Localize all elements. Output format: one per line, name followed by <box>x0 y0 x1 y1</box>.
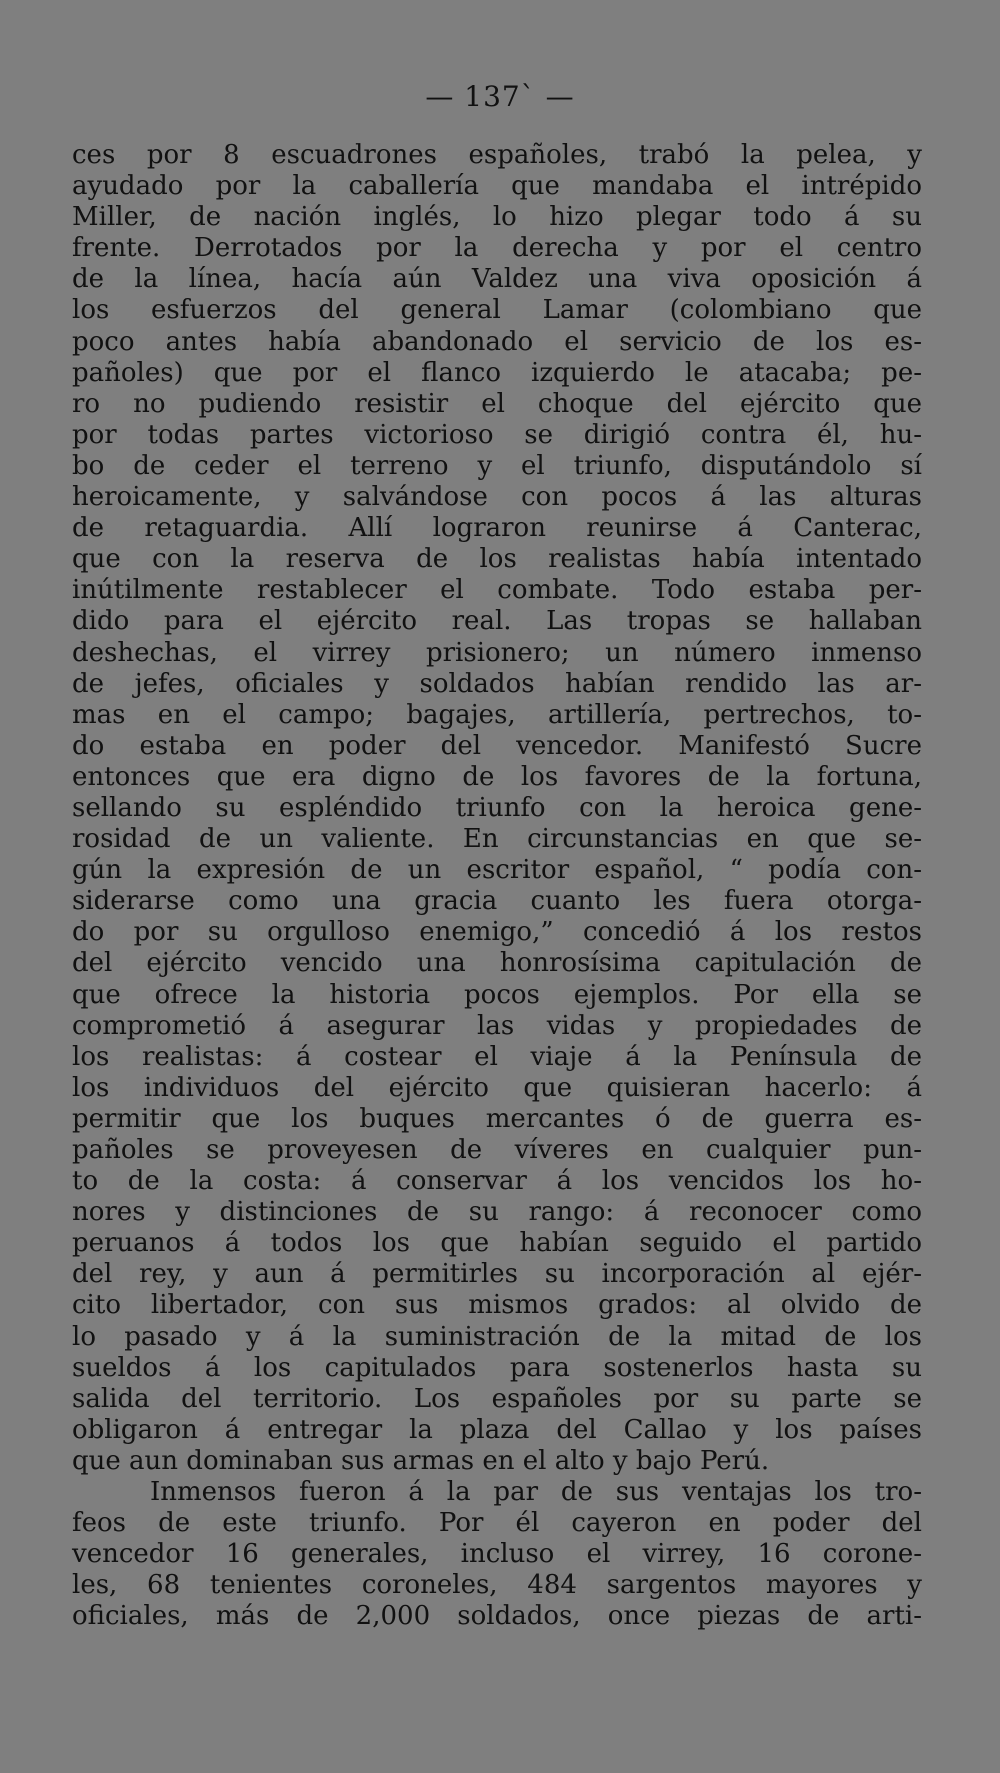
text-line: mas en el campo; bagajes, artillería, pertrechos, to- <box>72 699 922 730</box>
text-line: entonces que era digno de los favores de la fortuna, <box>72 761 922 792</box>
text-line: do por su orgulloso enemigo,” concedió á los restos <box>72 917 922 948</box>
text-line: los realistas: á costear el viaje á la Península de <box>72 1041 922 1072</box>
text-line: de jefes, oficiales y soldados habían rendido las ar- <box>72 668 922 699</box>
text-line: inútilmente restablecer el combate. Todo estaba per- <box>72 575 922 606</box>
text-line: siderarse como una gracia cuanto les fuera otorga- <box>72 886 922 917</box>
text-line: feos de este triunfo. Por él cayeron en poder del <box>72 1508 922 1539</box>
text-line: frente. Derrotados por la derecha y por el centro <box>72 233 922 264</box>
text-line: Miller, de nación inglés, lo hizo plegar todo á su <box>72 202 922 233</box>
text-line: que con la reserva de los realistas había intentado <box>72 544 922 575</box>
text-line: del rey, y aun á permitirles su incorporación al ejér- <box>72 1259 922 1290</box>
text-line: permitir que los buques mercantes ó de guerra es- <box>72 1103 922 1134</box>
text-line: de retaguardia. Allí lograron reunirse á Canterac, <box>72 513 922 544</box>
text-line: vencedor 16 generales, incluso el virrey, 16 corone- <box>72 1539 922 1570</box>
text-line: do estaba en poder del vencedor. Manifestó Sucre <box>72 730 922 761</box>
text-line: que ofrece la historia pocos ejemplos. Por ella se <box>72 979 922 1010</box>
text-line: de la línea, hacía aún Valdez una viva oposición á <box>72 264 922 295</box>
text-line: les, 68 tenientes coroneles, 484 sargentos mayores y <box>72 1570 922 1601</box>
text-line: sueldos á los capitulados para sostenerlos hasta su <box>72 1352 922 1383</box>
text-line: nores y distinciones de su rango: á reconocer como <box>72 1197 922 1228</box>
paragraph-end-line: que aun dominaban sus armas en el alto y bajo Perú. <box>72 1445 770 1476</box>
text-line: los esfuerzos del general Lamar (colombiano que <box>72 295 922 326</box>
text-line: sellando su espléndido triunfo con la heroica gene- <box>72 792 922 823</box>
text-line: bo de ceder el terreno y el triunfo, disputándolo sí <box>72 450 922 481</box>
text-line: gún la expresión de un escritor español, “ podía con- <box>72 855 922 886</box>
text-line: pañoles se proveyesen de víveres en cualquier pun- <box>72 1135 922 1165</box>
text-line: ro no pudiendo resistir el choque del ejército que <box>72 388 922 419</box>
text-line: to de la costa: á conservar á los vencidos los ho- <box>72 1166 922 1197</box>
text-line: rosidad de un valiente. En circunstancias en que se- <box>72 824 922 855</box>
text-line: ces por 8 escuadrones españoles, trabó la pelea, y <box>72 140 922 170</box>
text-line: heroicamente, y salvándose con pocos á las alturas <box>72 482 922 513</box>
text-line: dido para el ejército real. Las tropas se hallaban <box>72 606 922 637</box>
text-line: peruanos á todos los que habían seguido el partido <box>72 1228 922 1259</box>
text-line: pañoles) que por el flanco izquierdo le atacaba; pe- <box>72 357 922 388</box>
text-line: del ejército vencido una honrosísima capitulación de <box>72 948 922 979</box>
text-line: poco antes había abandonado el servicio de los es- <box>72 326 922 357</box>
text-line: deshechas, el virrey prisionero; un número inmenso <box>72 637 922 668</box>
text-line: obligaron á entregar la plaza del Callao y los países <box>72 1414 922 1445</box>
text-line: lo pasado y á la suministración de la mitad de los <box>72 1321 922 1352</box>
text-line: salida del territorio. Los españoles por su parte se <box>72 1383 922 1414</box>
text-line: oficiales, más de 2,000 soldados, once piezas de arti- <box>72 1601 922 1632</box>
text-line: por todas partes victorioso se dirigió contra él, hu- <box>72 419 922 450</box>
body-text <box>72 140 922 1633</box>
text-line: cito libertador, con sus mismos grados: al olvido de <box>72 1290 922 1321</box>
text-line: ayudado por la caballería que mandaba el intrépido <box>72 171 922 202</box>
paragraph-start-line: Inmensos fueron á la par de sus ventajas los tro- <box>150 1477 922 1508</box>
text-line: los individuos del ejército que quisieran hacerlo: á <box>72 1072 922 1103</box>
text-line: comprometió á asegurar las vidas y propiedades de <box>72 1010 922 1041</box>
page-number: — 137` — <box>425 80 575 113</box>
